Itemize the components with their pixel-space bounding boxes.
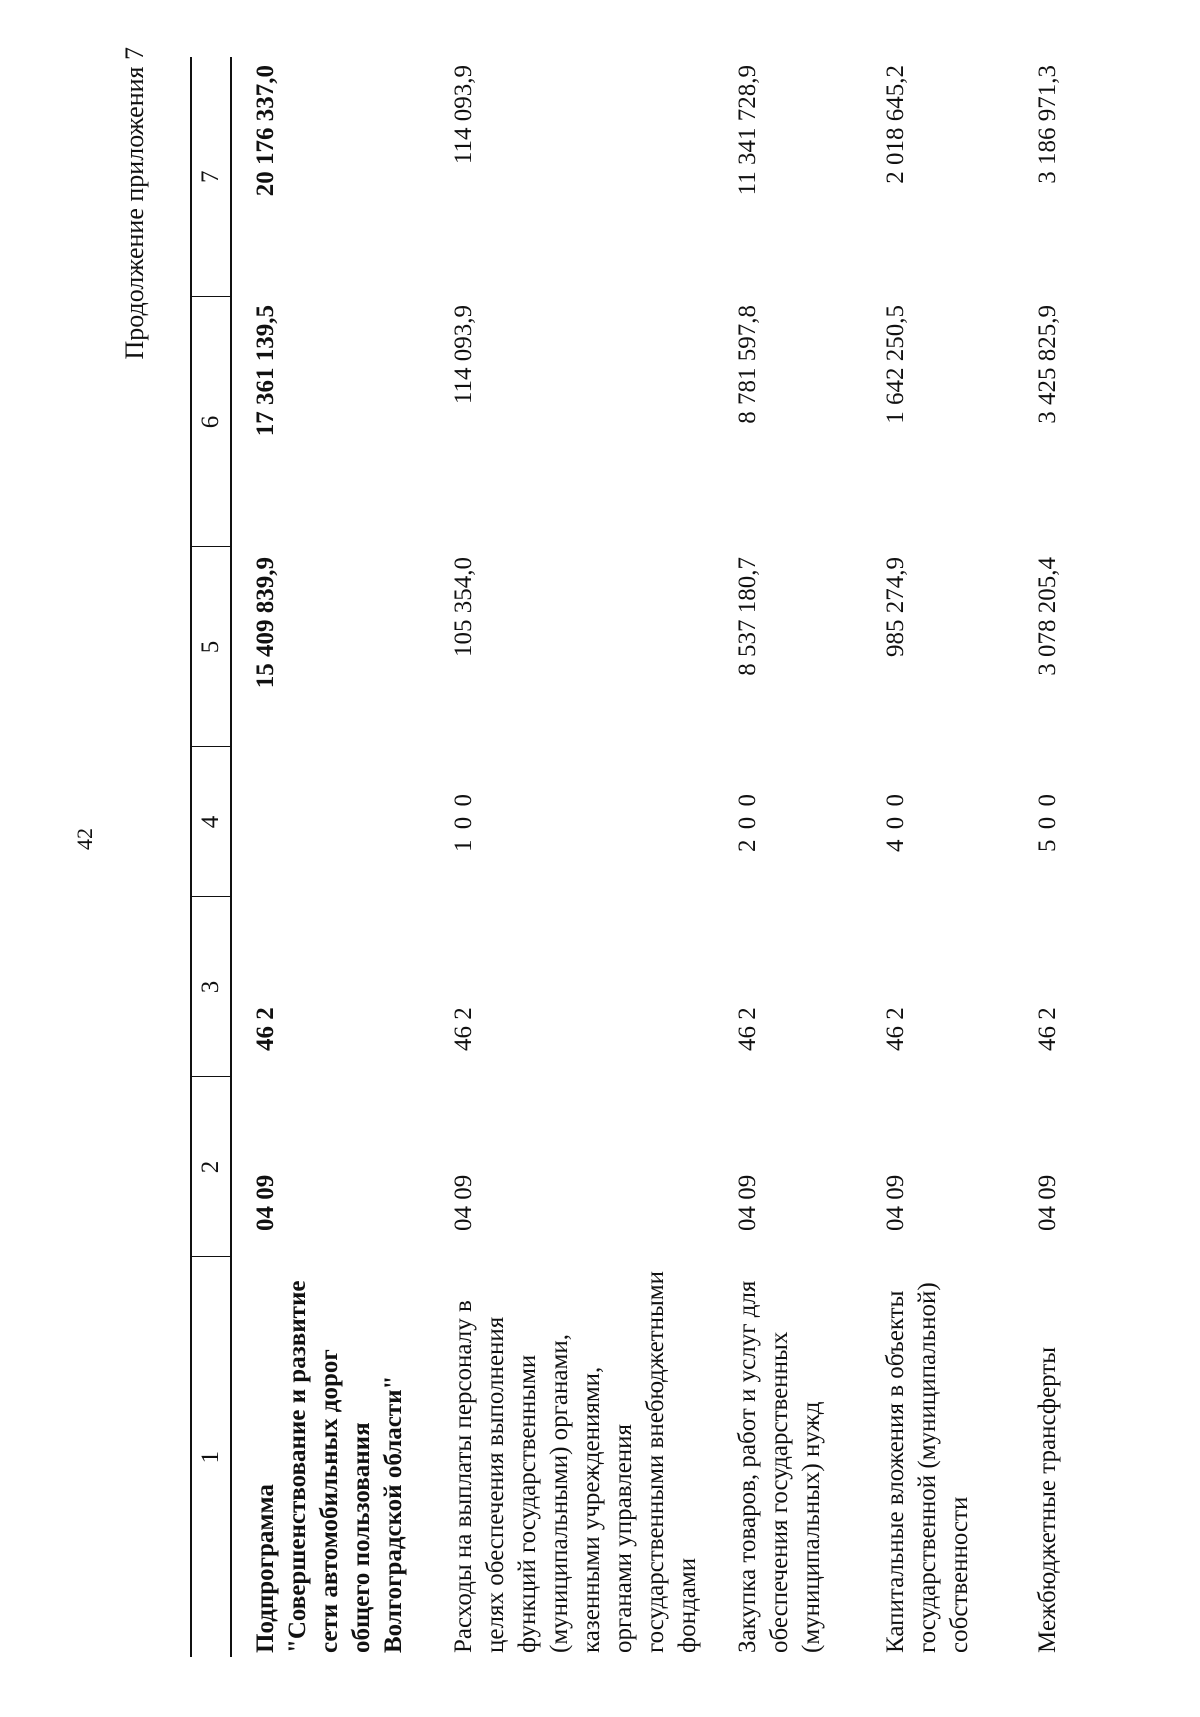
value-col5: 105 354,0 — [450, 557, 477, 657]
expense-type-code: 5 0 0 — [1034, 792, 1061, 852]
row-name: Подпрограмма "Совершенствование и развитие сети автомобильных дорог общего пользования Волгоградской области" — [252, 1280, 407, 1653]
expense-type-code: 4 0 0 — [882, 792, 909, 852]
section-code: 04 09 — [252, 1174, 279, 1231]
column-header: 2 — [191, 1077, 231, 1257]
row-name: Закупка товаров, работ и услуг для обеспечения государственных (муниципальных) нужд — [734, 1280, 825, 1653]
column-header: 6 — [191, 297, 231, 547]
page-number: 42 — [72, 828, 97, 850]
section-code: 04 09 — [734, 1174, 761, 1231]
value-col6: 1 642 250,5 — [882, 305, 909, 424]
value-col7: 20 176 337,0 — [252, 65, 279, 197]
value-col7: 2 018 645,2 — [882, 65, 909, 184]
target-code: 46 2 — [882, 1007, 909, 1051]
column-header: 4 — [191, 747, 231, 897]
table-row — [231, 57, 430, 1657]
row-name: Межбюджетные трансферты — [1034, 1346, 1061, 1653]
expense-type-code: 1 0 0 — [450, 792, 477, 852]
row-name: Расходы на выплаты персоналу в целях обеспечения выполнения функций государственными (муниципальными) органами, казенными учреждениями, органами управления государственными внебюджетными фондами — [450, 1270, 701, 1653]
value-col5: 8 537 180,7 — [734, 557, 761, 676]
section-code: 04 09 — [450, 1174, 477, 1231]
value-col7: 3 186 971,3 — [1034, 65, 1061, 184]
table-row — [430, 57, 714, 1657]
target-code: 46 2 — [252, 1007, 279, 1051]
table-row — [714, 57, 862, 1657]
value-col6: 114 093,9 — [450, 305, 477, 405]
column-header: 3 — [191, 897, 231, 1077]
value-col5: 15 409 839,9 — [252, 557, 279, 689]
table-row — [862, 57, 1014, 1657]
expense-type-code: 2 0 0 — [734, 792, 761, 852]
section-code: 04 09 — [882, 1174, 909, 1231]
column-header: 5 — [191, 547, 231, 747]
expense-type-code — [231, 747, 430, 897]
column-header: 7 — [191, 57, 231, 297]
target-code: 46 2 — [450, 1007, 477, 1051]
budget-table — [190, 57, 1102, 1657]
value-col5: 3 078 205,4 — [1034, 557, 1061, 676]
value-col6: 8 781 597,8 — [734, 305, 761, 424]
column-header: 1 — [191, 1257, 231, 1657]
value-col7: 11 341 728,9 — [734, 65, 761, 196]
section-code: 04 09 — [1034, 1174, 1061, 1231]
value-col7: 114 093,9 — [450, 65, 477, 165]
value-col6: 17 361 139,5 — [252, 305, 279, 437]
target-code: 46 2 — [734, 1007, 761, 1051]
table-row — [1014, 57, 1102, 1657]
continuation-caption: Продолжение приложения 7 — [120, 47, 149, 360]
column-number-row — [191, 57, 231, 1657]
value-col5: 985 274,9 — [882, 557, 909, 657]
value-col6: 3 425 825,9 — [1034, 305, 1061, 424]
target-code: 46 2 — [1034, 1007, 1061, 1051]
row-name: Капитальные вложения в объекты государственной (муниципальной) собственности — [882, 1282, 973, 1653]
